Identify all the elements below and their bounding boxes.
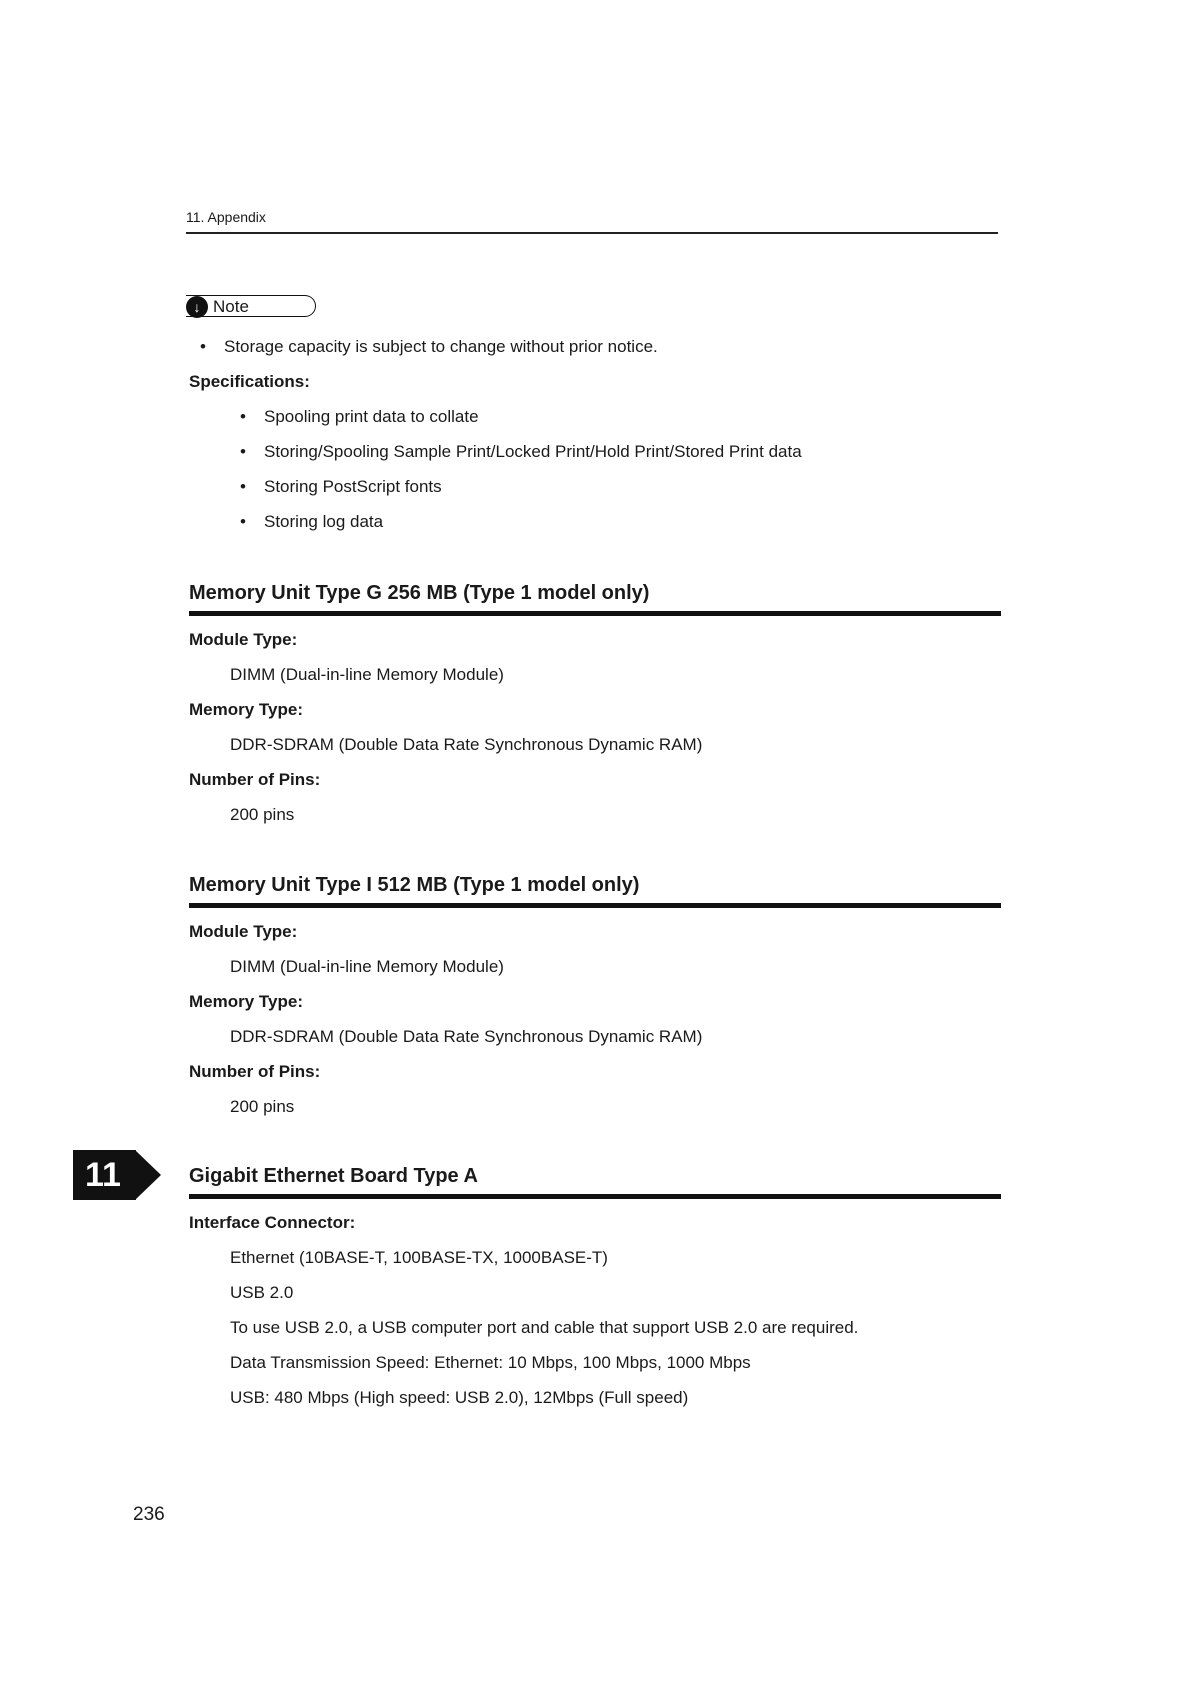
note-item-text: Storage capacity is subject to change without prior notice. [224, 337, 658, 356]
bullet-icon: • [240, 407, 246, 426]
section-title: Memory Unit Type I 512 MB (Type 1 model only) [189, 874, 640, 896]
field-label: Number of Pins: [189, 770, 321, 789]
field-value: DIMM (Dual-in-line Memory Module) [230, 665, 504, 684]
note-arrow-icon: ↓ [186, 296, 208, 318]
specifications-item [240, 476, 442, 498]
bullet-icon: • [200, 337, 206, 356]
chapter-tab-arrow [135, 1150, 161, 1200]
section-rule [189, 1194, 1001, 1199]
section-rule [189, 611, 1001, 616]
running-head: 11. Appendix [186, 209, 266, 225]
section-title: Gigabit Ethernet Board Type A [189, 1165, 478, 1187]
field-value: USB 2.0 [230, 1283, 294, 1302]
note-item [200, 336, 658, 358]
field-value: DIMM (Dual-in-line Memory Module) [230, 957, 504, 976]
field-value: Data Transmission Speed: Ethernet: 10 Mbps, 100 Mbps, 1000 Mbps [230, 1353, 751, 1372]
specifications-item [240, 511, 383, 533]
section-title: Memory Unit Type G 256 MB (Type 1 model only) [189, 582, 650, 604]
field-value: DDR-SDRAM (Double Data Rate Synchronous Dynamic RAM) [230, 735, 703, 754]
bullet-icon: • [240, 512, 246, 531]
field-value: 200 pins [230, 805, 295, 824]
bullet-icon: • [240, 442, 246, 461]
specifications-item [240, 441, 802, 463]
chapter-tab [73, 1150, 161, 1200]
specifications-item-text: Spooling print data to collate [264, 407, 479, 426]
field-value: USB: 480 Mbps (High speed: USB 2.0), 12Mbps (Full speed) [230, 1388, 689, 1407]
header-rule [186, 232, 998, 234]
section-rule [189, 903, 1001, 908]
note-badge [186, 295, 320, 319]
specifications-item-text: Storing PostScript fonts [264, 477, 442, 496]
specifications-item [240, 406, 479, 428]
note-badge-label: Note [213, 297, 249, 316]
specifications-item-text: Storing/Spooling Sample Print/Locked Print/Hold Print/Stored Print data [264, 442, 802, 461]
field-label: Number of Pins: [189, 1062, 321, 1081]
field-value: DDR-SDRAM (Double Data Rate Synchronous Dynamic RAM) [230, 1027, 703, 1046]
chapter-tab-number: 11 [85, 1156, 121, 1194]
field-value: 200 pins [230, 1097, 295, 1116]
specifications-item-text: Storing log data [264, 512, 384, 531]
specifications-label: Specifications: [189, 372, 310, 391]
field-label: Memory Type: [189, 700, 303, 719]
field-label: Interface Connector: [189, 1213, 356, 1232]
field-value: To use USB 2.0, a USB computer port and cable that support USB 2.0 are required. [230, 1318, 859, 1337]
field-label: Module Type: [189, 922, 298, 941]
bullet-icon: • [240, 477, 246, 496]
field-label: Module Type: [189, 630, 298, 649]
field-label: Memory Type: [189, 992, 303, 1011]
field-value: Ethernet (10BASE-T, 100BASE-TX, 1000BASE-T) [230, 1248, 608, 1267]
page-number: 236 [133, 1504, 165, 1525]
